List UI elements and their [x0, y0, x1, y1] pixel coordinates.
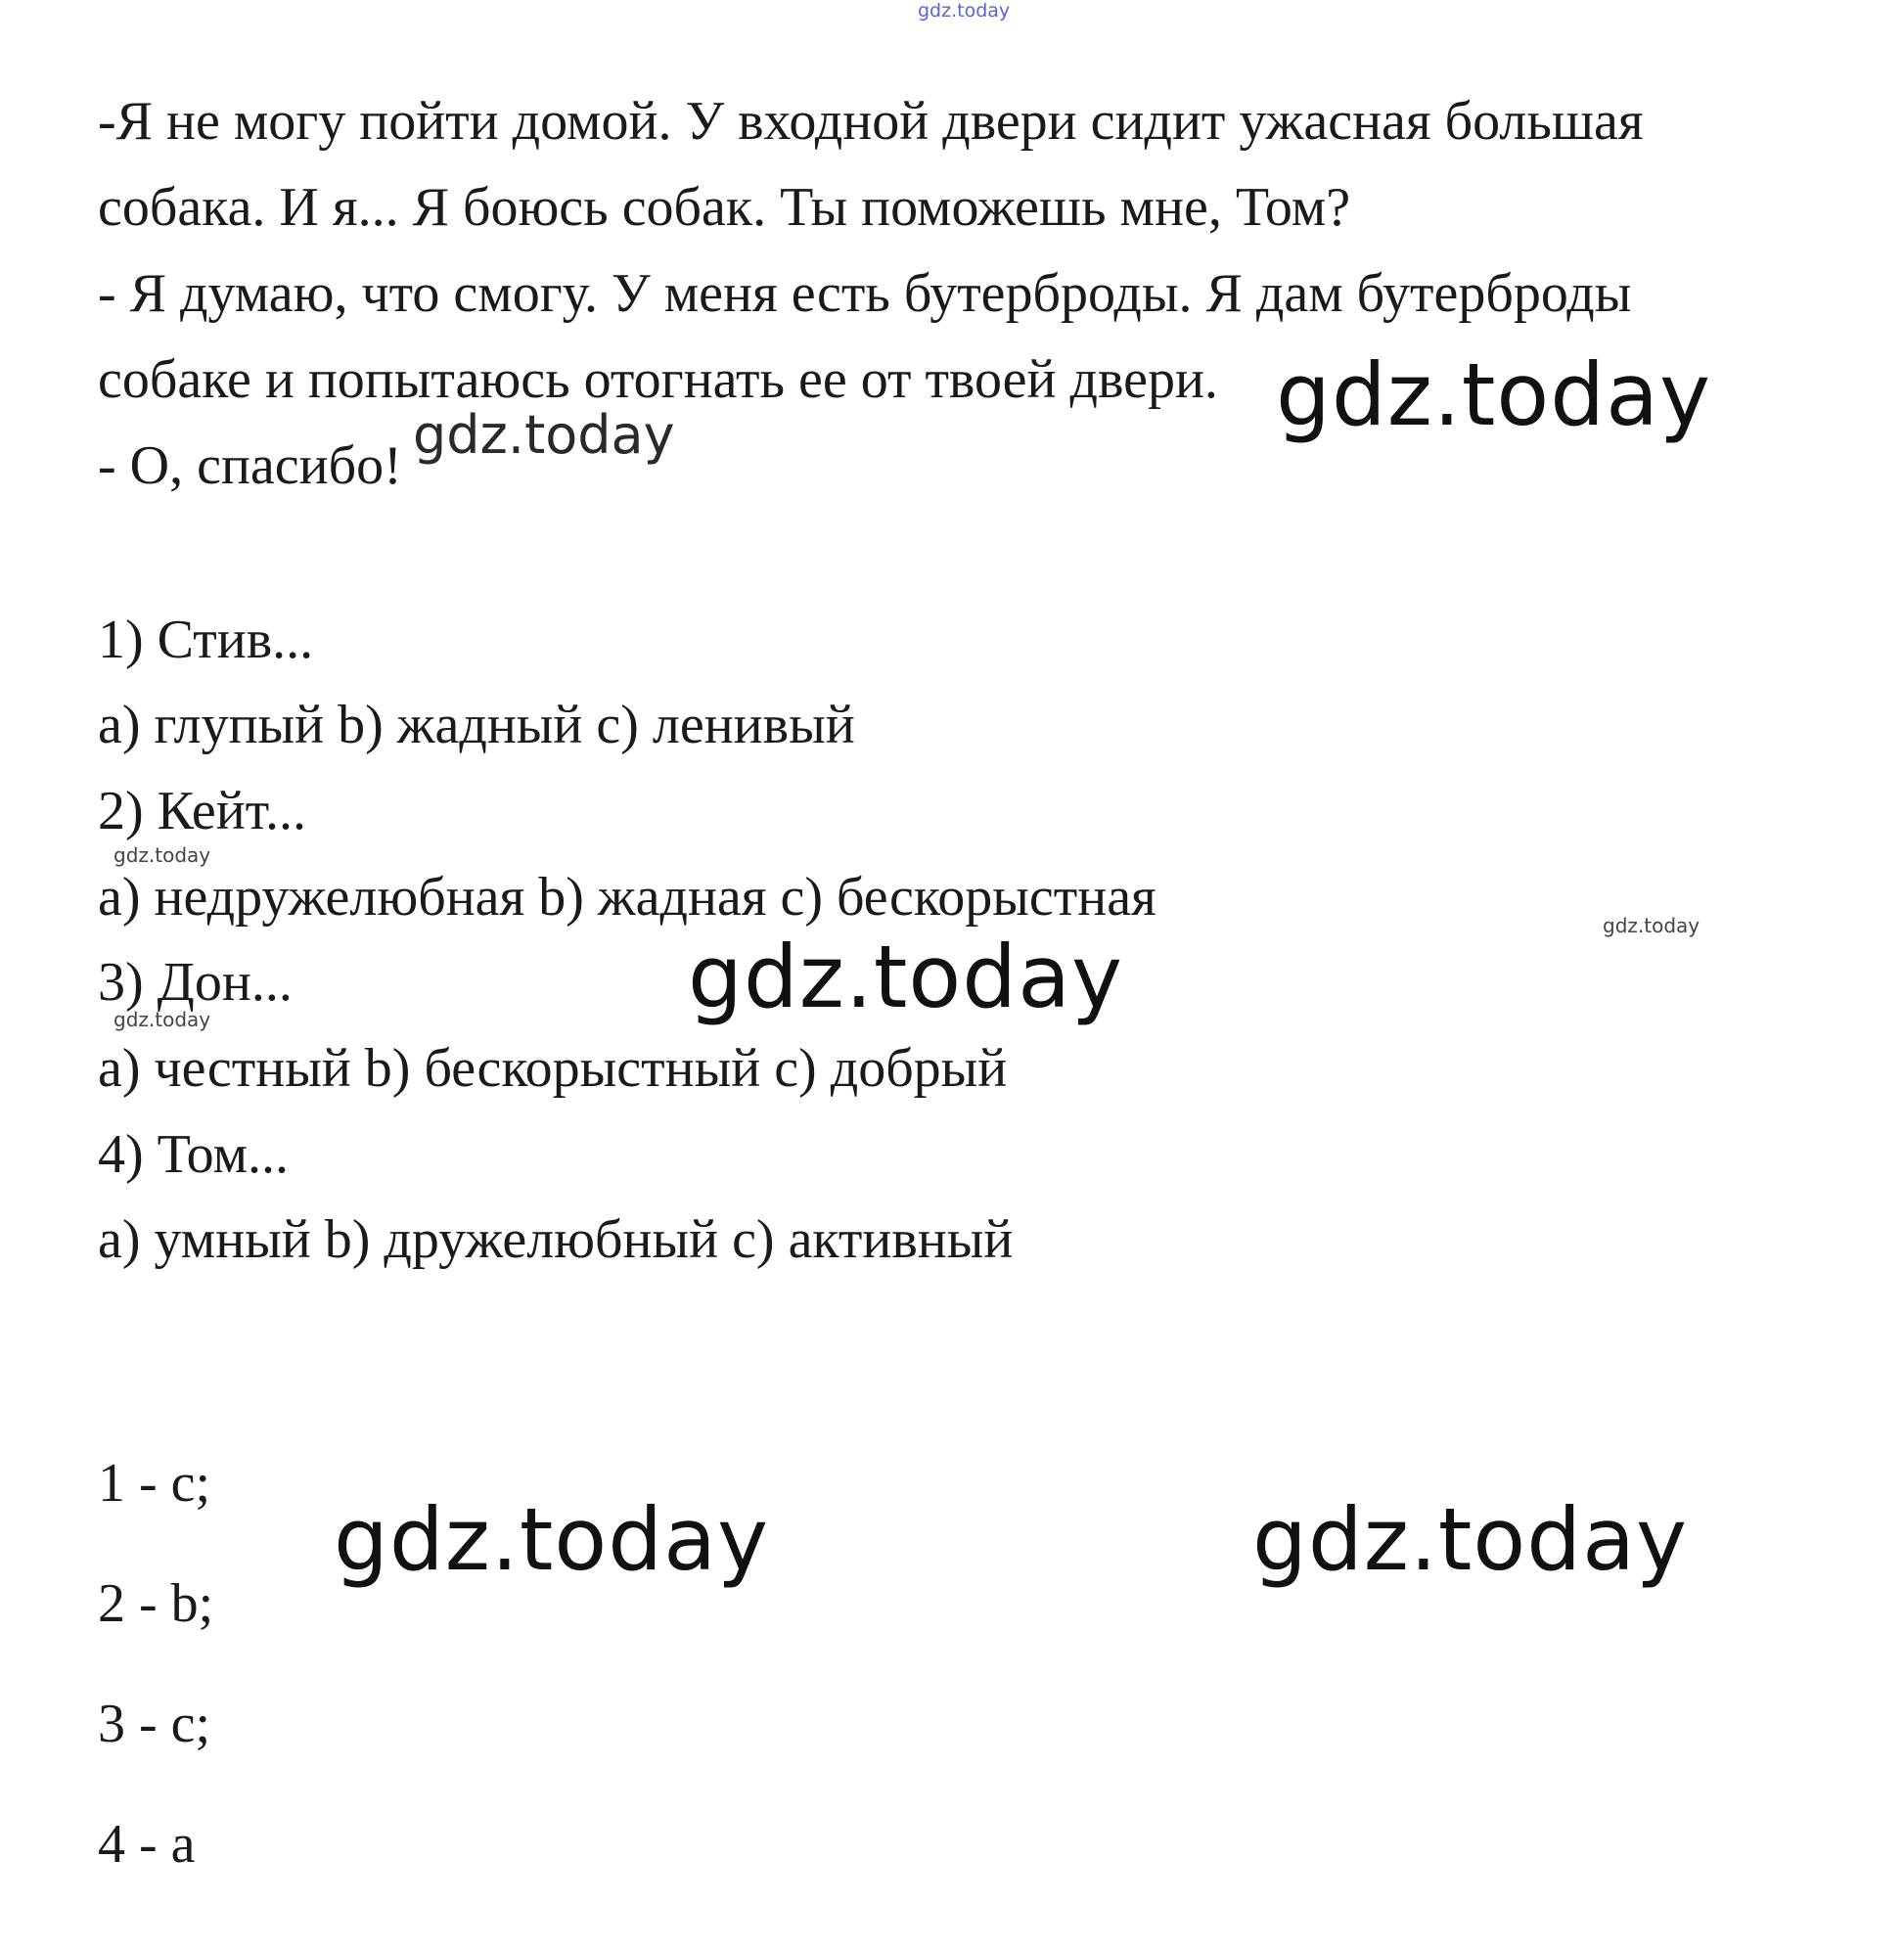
- question-2-options: a) недружелюбная b) жадная c) бескорыстная: [98, 867, 1156, 928]
- dialogue-line-5: - О, спасибо!: [98, 435, 402, 496]
- answer-3: 3 - c;: [98, 1694, 211, 1754]
- question-2-prompt: 2) Кейт...: [98, 781, 306, 841]
- answer-2: 2 - b;: [98, 1573, 214, 1634]
- question-4-options: a) умный b) дружелюбный c) активный: [98, 1209, 1014, 1270]
- watermark-large-bottom-right: gdz.today: [1252, 1489, 1689, 1590]
- dialogue-line-3: - Я думаю, что смогу. У меня есть бутерброды. Я дам бутерброды: [98, 263, 1632, 324]
- watermark-large-center: gdz.today: [688, 927, 1124, 1027]
- question-4-prompt: 4) Том...: [98, 1124, 290, 1185]
- watermark-small-left-lower: gdz.today: [113, 1008, 211, 1031]
- question-1-options: a) глупый b) жадный c) ленивый: [98, 695, 855, 755]
- watermark-top: gdz.today: [918, 0, 1011, 22]
- question-3-options: a) честный b) бескорыстный c) добрый: [98, 1038, 1008, 1099]
- watermark-large-right-upper: gdz.today: [1276, 344, 1712, 445]
- question-3-prompt: 3) Дон...: [98, 952, 293, 1013]
- dialogue-line-4: собаке и попытаюсь отогнать ее от твоей двери.: [98, 349, 1218, 410]
- dialogue-line-1: -Я не могу пойти домой. У входной двери сидит ужасная большая: [98, 91, 1644, 152]
- answer-1: 1 - c;: [98, 1453, 211, 1514]
- dialogue-line-2: собака. И я... Я боюсь собак. Ты поможешь мне, Том?: [98, 177, 1351, 238]
- watermark-large-bottom-left: gdz.today: [334, 1489, 770, 1590]
- answer-4: 4 - a: [98, 1814, 196, 1875]
- question-1-prompt: 1) Стив...: [98, 610, 314, 670]
- watermark-small-right: gdz.today: [1603, 914, 1700, 937]
- watermark-medium-left: gdz.today: [413, 404, 675, 466]
- watermark-small-left-upper: gdz.today: [113, 843, 211, 867]
